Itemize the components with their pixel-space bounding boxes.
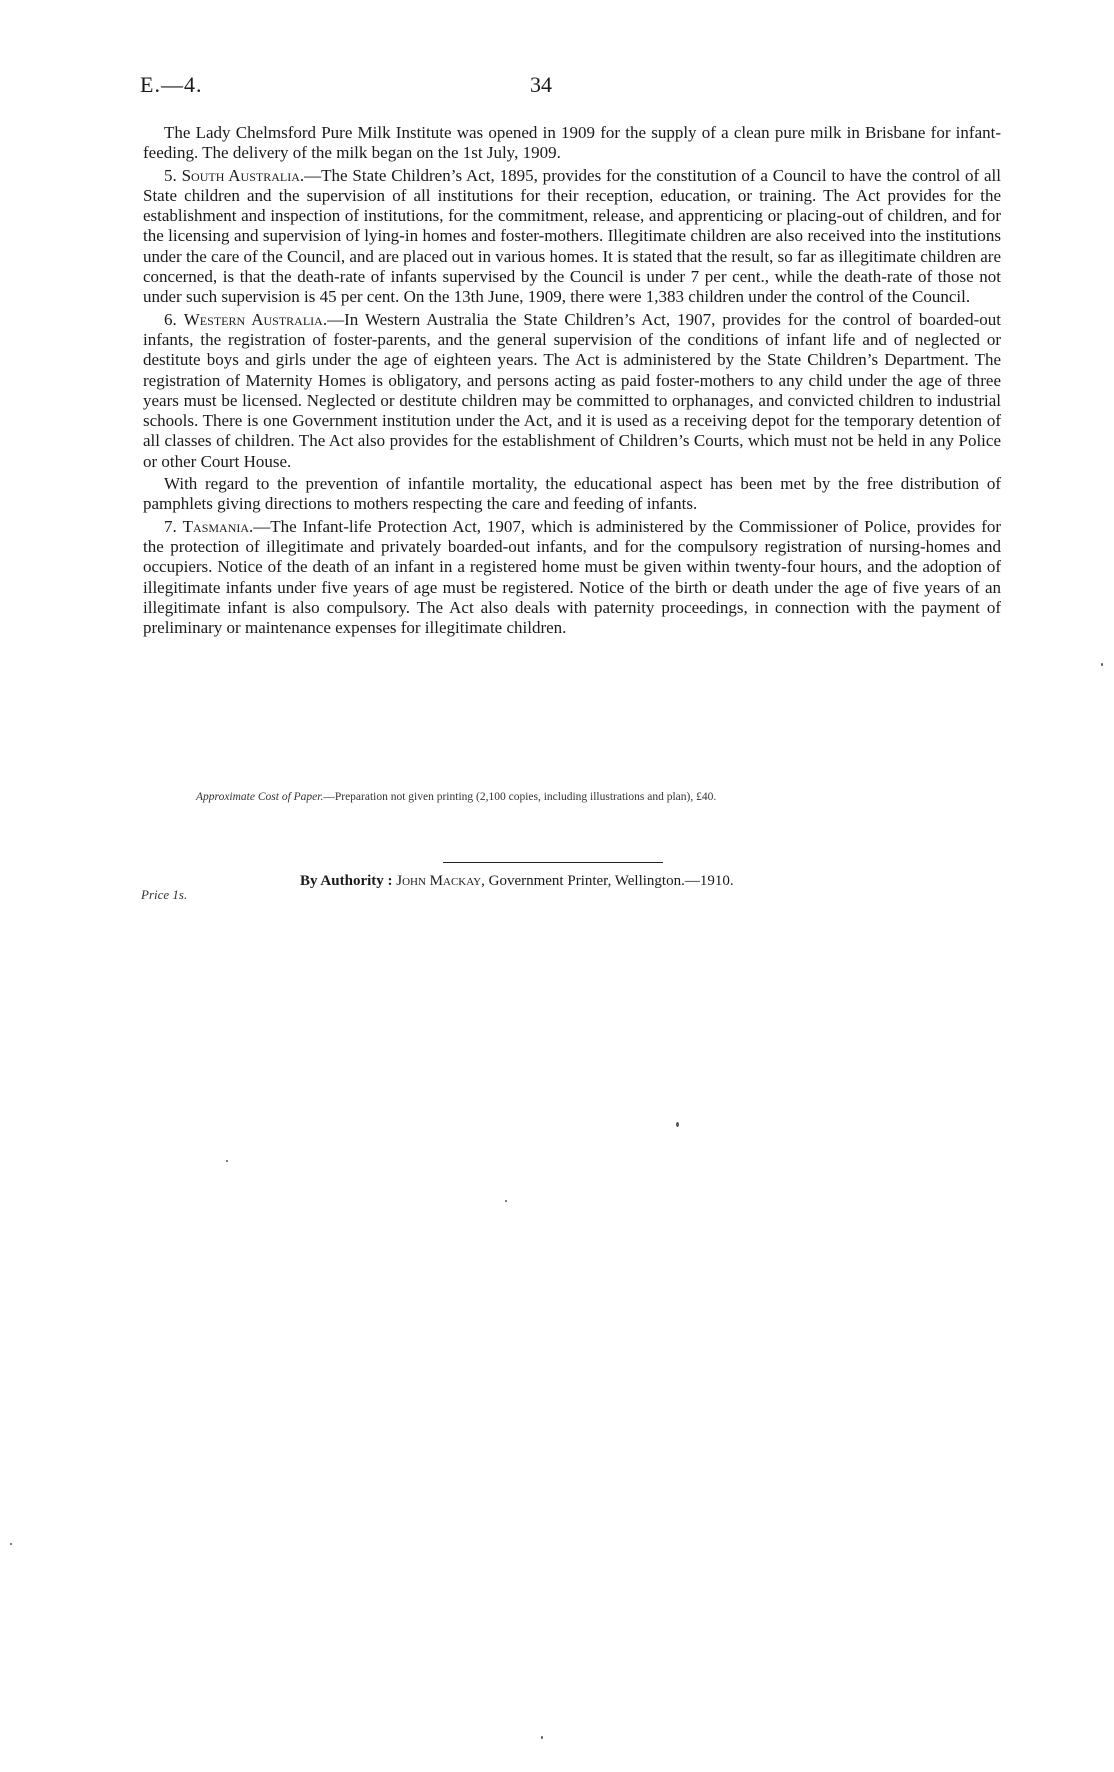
divider-rule: [443, 862, 663, 863]
paragraph-tasmania: [143, 517, 1001, 639]
section-number: 6.: [164, 309, 177, 329]
scan-speck: [10, 1543, 12, 1545]
paragraph-infantile-mortality-text: With regard to the prevention of infantile mortality, the educational aspect has been met by the free distribution of pamphlets giving directions to mothers respecting the care and feeding of infants.: [143, 474, 1001, 514]
section-number: 7.: [164, 516, 177, 536]
section-title-western-australia: Western Australia.: [183, 309, 328, 329]
section-text-western-australia: —In Western Australia the State Children’s Act, 1907, provides for the control of boarded-out infants, the registration of foster-parents, and the general supervision of the conditions of infant life and of neglected or destitute boys and girls under the age of eighteen years. The Act is administered by the State Children’s Department. The registration of Maternity Homes is obligatory, and persons acting as paid foster-mothers to any child under the age of three years must be licensed. Neglected or destitute children may be committed to orphanages, and convicted children to industrial schools. There is one Government institution under the Act, and it is used as a receiving depot for the temporary detention of all classes of children. The Act also provides for the establishment of Children’s Courts, which must not be held in any Police or other Court House.: [143, 309, 1001, 471]
paragraph-western-australia: [143, 310, 1001, 472]
paragraph-infantile-mortality: [143, 474, 1001, 515]
cost-note: [196, 791, 956, 803]
body-text: [143, 123, 1001, 640]
printer-name: John Mackay,: [396, 873, 485, 889]
scan-speck: [541, 1736, 543, 1739]
page-reference: E.—4.: [140, 72, 203, 97]
scan-speck: [226, 1160, 228, 1162]
section-number: 5.: [164, 165, 177, 185]
scan-speck: [1101, 663, 1103, 666]
paragraph-milk-institute: [143, 123, 1001, 164]
page-number: 34: [530, 72, 552, 97]
paragraph-south-australia: [143, 166, 1001, 308]
section-title-south-australia: South Australia.: [181, 165, 305, 185]
authority-label: By Authority :: [300, 873, 393, 889]
cost-note-label: Approximate Cost of Paper.: [196, 791, 324, 803]
paragraph-milk-institute-text: The Lady Chelmsford Pure Milk Institute was opened in 1909 for the supply of a clean pure milk in Brisbane for infant-feeding. The delivery of the milk began on the 1st July, 1909.: [143, 123, 1001, 163]
section-text-south-australia: —The State Children’s Act, 1895, provides for the constitution of a Council to have the control of all State children and the supervision of all institutions for their reception, education, or training. The Act provides for the establishment and inspection of institutions, for the commitment, release, and apprenticing or placing-out of children, and for the licensing and supervision of lying-in homes and foster-mothers. Illegitimate children are also received into the institutions under the care of the Council, and are placed out in various homes. It is stated that the result, so far as illegitimate children are concerned, is that the death-rate of infants supervised by the Council is under 7 per cent., while the death-rate of those not under such supervision is 45 per cent. On the 13th June, 1909, there were 1,383 children under the control of the Council.: [143, 165, 1002, 307]
scan-speck: [505, 1200, 507, 1202]
cost-note-text: —Preparation not given printing (2,100 copies, including illustrations and plan), £40.: [323, 791, 717, 803]
printer-imprint: [300, 873, 734, 890]
printer-details: Government Printer, Wellington.—1910.: [488, 873, 734, 889]
section-text-tasmania: —The Infant-life Protection Act, 1907, which is administered by the Commissioner of Police, provides for the protection of illegitimate and privately boarded-out infants, and for the compulsory registration of nursing-homes and occupiers. Notice of the death of an infant in a registered home must be given within twenty-four hours, and the adoption of illegitimate infants under five years of age must be registered. Notice of the birth or death under the age of five years of an illegitimate infant is also compulsory. The Act also deals with paternity proceedings, in connection with the payment of preliminary or maintenance expenses for illegitimate children.: [143, 516, 1002, 638]
price-label: Price 1s.: [141, 887, 188, 902]
scan-speck: [676, 1122, 679, 1127]
section-title-tasmania: Tasmania.: [182, 516, 254, 536]
